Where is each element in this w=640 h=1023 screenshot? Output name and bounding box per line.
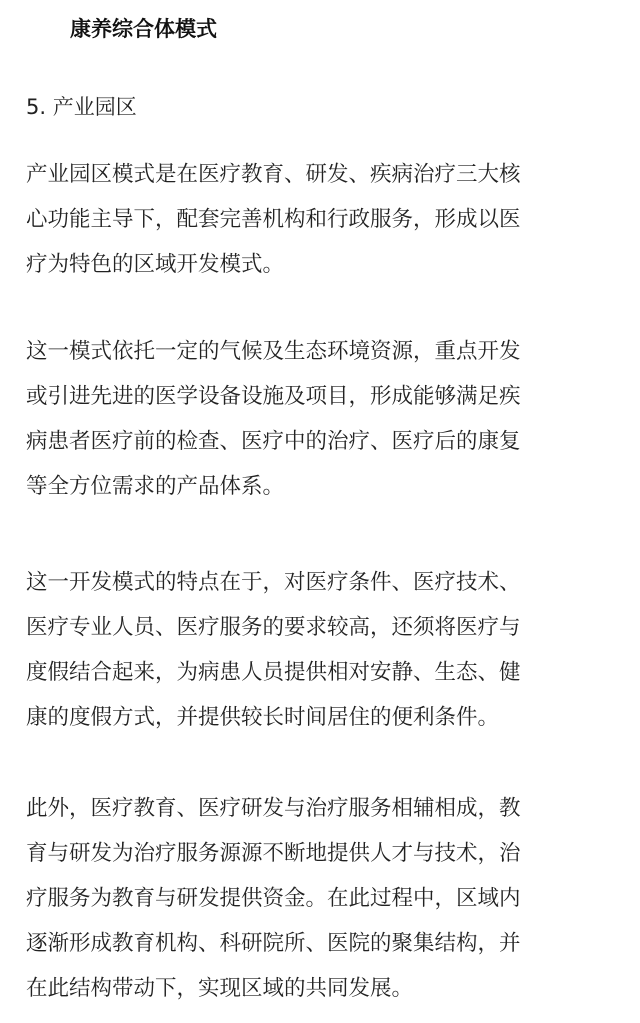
paragraph-1 — [26, 152, 626, 287]
paragraph-line: 这一开发模式的特点在于，对医疗条件、医疗技术、 — [26, 570, 521, 595]
paragraph-3 — [26, 560, 626, 740]
paragraph-line: 医疗专业人员、医疗服务的要求较高，还须将医疗与 — [26, 615, 521, 640]
paragraph-line: 康的度假方式，并提供较长时间居住的便利条件。 — [26, 705, 500, 730]
paragraph-line: 逐渐形成教育机构、科研院所、医院的聚集结构，并 — [26, 931, 521, 956]
section-heading: 5. 产业园区 — [26, 95, 137, 119]
paragraph-line: 心功能主导下，配套完善机构和行政服务，形成以医 — [26, 207, 521, 232]
paragraph-line: 疗为特色的区域开发模式。 — [26, 252, 285, 277]
paragraph-line: 疗服务为教育与研发提供资金。在此过程中，区域内 — [26, 886, 521, 911]
paragraph-line: 这一模式依托一定的气候及生态环境资源，重点开发 — [26, 339, 521, 364]
paragraph-line: 度假结合起来，为病患人员提供相对安静、生态、健 — [26, 660, 521, 685]
paragraph-line: 等全方位需求的产品体系。 — [26, 474, 285, 499]
paragraph-line: 育与研发为治疗服务源源不断地提供人才与技术，治 — [26, 841, 521, 866]
paragraph-line: 产业园区模式是在医疗教育、研发、疾病治疗三大核 — [26, 162, 521, 187]
article-title: 康养综合体模式 — [70, 17, 217, 41]
paragraph-line: 或引进先进的医学设备设施及项目，形成能够满足疾 — [26, 384, 521, 409]
paragraph-line: 此外，医疗教育、医疗研发与治疗服务相辅相成，教 — [26, 796, 521, 821]
paragraph-line: 病患者医疗前的检查、医疗中的治疗、医疗后的康复 — [26, 429, 521, 454]
paragraph-line: 在此结构带动下，实现区域的共同发展。 — [26, 976, 414, 1001]
paragraph-4 — [26, 786, 626, 1011]
paragraph-2 — [26, 329, 626, 509]
